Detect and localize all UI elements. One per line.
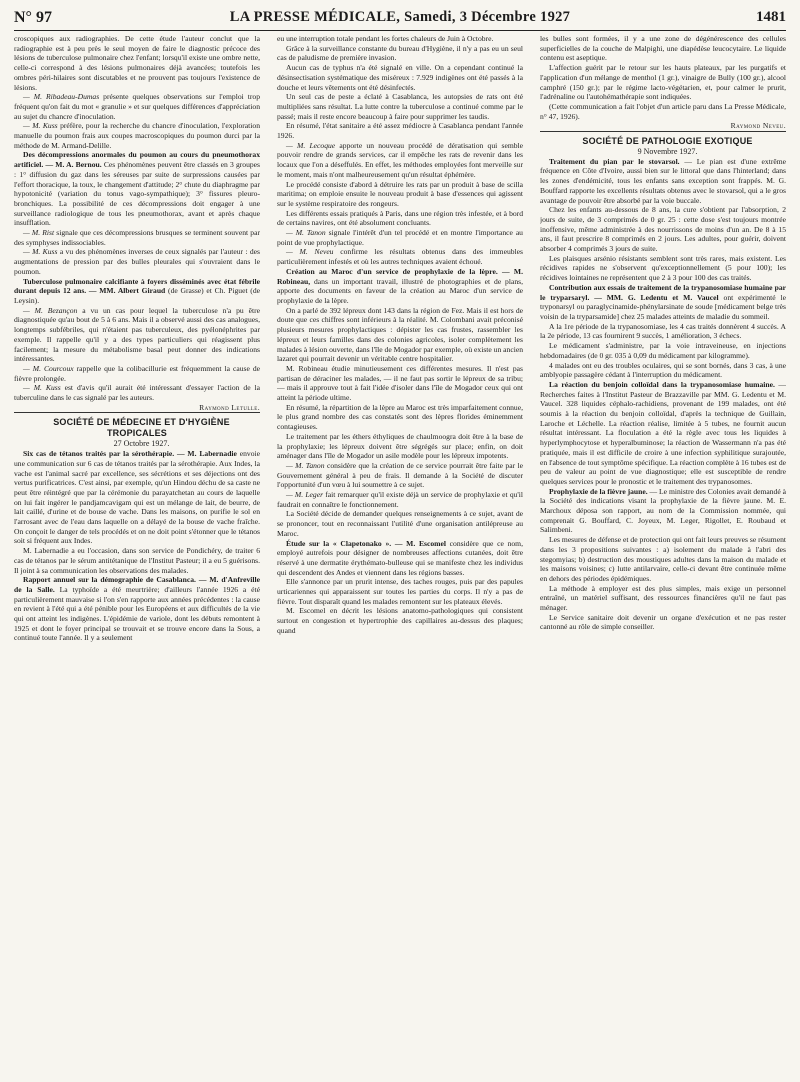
paragraph: Chez les enfants au-dessous de 8 ans, la cure s'obtient par l'absorption, 2 jours de suite, de 3 comprimés de 0 gr. 25 : cette dose s'est toujours montrée inoffensive, même administrée à des nourrissons de moins d'un an. De 8 à 15 ans, il faut prescrire 8 comprimés en 2 jours. Les adultes, pour guérir, doivent absorber 4 comprimés 3 jours de suite.	[540, 205, 786, 254]
paragraph	[277, 490, 523, 509]
paragraph: On a parlé de 392 lépreux dont 143 dans la région de Fez. Mais il est hors de doute que ces chiffres sont inférieurs à la réalité. M. Colombani avait préconisé plusieurs mesures prophylactiques : dépister les cas frustes, rassembler les lépreux et leurs familles dans des colonies agricoles, isoler complètement les malades à lésion ouverte, dans l'île de Mogador par exemple, où existe un ancien lazaret qui pourrait devenir un véritable centre hospitalier.	[277, 305, 523, 364]
speaker-name: — M. Lecoque	[286, 140, 336, 150]
article-title: Des décompressions anormales du poumon au cours du pneumothorax artificiel. — M. A. Bernou.	[14, 150, 260, 170]
paragraph-text: est d'avis qu'il aurait été intéressant d'essayer l'action de la tuberculine dans le cas signalé par les auteurs.	[14, 383, 260, 403]
paragraph-text: — Recherches faites à l'Institut Pasteur de Brazzaville par MM. G. Ledentu et M. Vaucel. 328 liquides céphalo-rachidiens, provenant de 199 malades, ont été soumis à la réaction du benjoin colloïdal, d'après la technique de Guillain, Laroche et Léchelle. La réaction réalise, limitée à 5 tubes, ne fournit aucun résultat intéressant. La floculation a été la règle avec tous les liquides à hyperlymphocytose et hyperalbuminose; la réaction de Wassermann n'a pas été pratiquée, mais il est difficile de croire à une infection syphilitique surajoutée, en l'absence de tout symptôme spécifique. La réaction complète à 16 tubes est de peu de valeur au point de vue diagnostique; elle est susceptible de rendre quelques services pour le pronostic et le traitement des trypanosomes.	[540, 379, 786, 486]
paragraph-text: confirme les résultats obtenus dans des immeubles particulièrement infestés et où les autres techniques avaient échoué.	[277, 247, 523, 267]
paragraph: Les plaisques arsénio résistants semblent sont très rares, mais existent. Les récidives rapides ne s'observent qu'exceptionnellement (5 pour 100); les récidives lointaines ne représentent que 2 à 3 pour 100 des cas traités.	[540, 253, 786, 283]
section-heading: SOCIÉTÉ DE MÉDECINE ET D'HYGIÈNE TROPICALES	[14, 412, 260, 439]
paragraph	[14, 364, 260, 383]
paragraph: En résumé, la répartition de la lèpre au Maroc est très imparfaitement connue, le plus grand nombre des cas constatés sont des lèpres florides éminemment contagieuses.	[277, 402, 523, 432]
issue-number: N° 97	[14, 9, 52, 26]
paragraph: Le médicament s'administre, par la voie intraveineuse, en injections hebdomadaires (de 0 gr. 035 à 0,09 du médicament par kilogramme).	[540, 341, 786, 360]
signature: Raymond Neveu.	[730, 121, 786, 131]
paragraph: La Société décide de demander quelques renseignements à ce sujet, avant de se prononcer, tout en reconnaissant l'utilité d'une organisation antilépreuse au Maroc.	[277, 509, 523, 538]
paragraph	[277, 247, 523, 266]
article-title: Rapport annuel sur la démographie de Casablanca. — M. d'Anfreville de la Salle.	[14, 575, 260, 594]
paragraph: A la 1re période de la trypanosomiase, les 4 cas traités donnèrent 4 succès. A la 2e période, 13 cas fournirent 9 succès, 1 amélioration, 3 échecs.	[540, 321, 786, 341]
paragraph-text: envoie une communication sur 6 cas de tétanos traités par la sérothérapie. Aux Indes, la vache est l'animal sacré par excellence, ses sécrétions et ses déjections ont des vertus purificatrices. C'est ainsi, par exemple, qu'un Hindou déchu de sa caste ne peut être réintégré que par la cérémonie du parayatchetan au cours de laquelle on lui fait ingérer le pandjamcavigam qui est un mélange de lait, de beurre, de lait caillé, d'urine et de bouse de vache. Dans les maisons, on purifie le sol en l'arrosant avec de l'eau dans laquelle on a délayé de la bouse de vache fraîche. On conçoit le danger de tels procédés et on ne doit point s'étonner que le tétanos soit si fréquent aux Indes.	[14, 449, 260, 546]
speaker-name: — M. Tanon	[286, 460, 325, 470]
article-title: La réaction du benjoin colloïdal dans la trypanosomiase humaine.	[549, 379, 775, 389]
paragraph	[277, 461, 523, 490]
paragraph: M. Robineau étudie minutieusement ces différentes mesures. Il n'est pas partisan de déraciner les malades, — il ne faut pas sortir le lépreux de sa tribu; — mais il approuve tout à fait l'idée d'isoler dans l'île de Mogador ceux qui ont atteint la période ultime.	[277, 363, 523, 403]
paragraph: croscopiques aux radiographies. De cette étude l'auteur conclut que la radiographie est à peu près le seul moyen de faire le diagnostic précoce des lésions de tuberculose pulmonaire chez l'enfant; lorsqu'il existe une ombre nette, celle-ci correspond à des lésions pulmonaires déjà avancées; toutefois les ombres péri-hilaires sont discutables et ne prouvent pas toujours l'existence de lésions.	[14, 34, 260, 92]
paragraph	[277, 228, 523, 247]
paragraph-text: présente quelques observations sur l'emploi trop fréquent qu'on fait du mot « granulie » et sur quelques différences d'appréciation au sujet du chancre d'inoculation.	[14, 92, 260, 121]
paragraph: (Cette communication a fait l'objet d'un article paru dans La Presse Médicale, n° 47, 1926).	[540, 101, 786, 121]
paragraph	[14, 383, 260, 402]
speaker-name: — M. Courcoux	[23, 363, 74, 373]
paragraph: L'affection guérit par le retour sur les hauts plateaux, par les purgatifs et l'application d'un mélange de menthol (1 gr.), vinaigre de Bully (100 gr.), alcool camphré (150 gr.); par le régime lacto-végétarien, et, pour calmer le prurit, l'adrénaline ou l'autohémathérapie sont indiquées.	[540, 63, 786, 102]
paragraph-text: Ces phénomènes peuvent être classés en 3 groupes : 1° diffusion du gaz dans les séreuses par suite de surpressions causées par l'effort thoracique, la toux, le changement d'attitude; 2° chute du diaphragme par hypotonicité (variation du tonus vago-sympathique); 3° fissures pleuro-bronchiques. La possibilité de ces décompressions doit engager à une surveillance radiologique de tous les pneumothorax, avant et après chaque insufflation.	[14, 160, 260, 228]
paragraph	[14, 575, 260, 643]
paragraph: M. Escomel en décrit les lésions anatomo-pathologiques qui consistent surtout en congestion et hypertrophie des capillaires au-dessus des plaques; quand	[277, 606, 523, 635]
speaker-name: — M. Leger	[286, 490, 324, 500]
paragraph: eu une interruption totale pendant les fortes chaleurs de Juin à Octobre.	[277, 34, 494, 43]
paragraph: les bulles sont formées, il y a une zone de dégénérescence des cellules superficielles de la couche de Malpighi, une diapédèse leucocytaire. Le liquide contenu est aseptique.	[540, 34, 786, 63]
paragraph	[14, 150, 260, 228]
paragraph: M. Labernadie a eu l'occasion, dans son service de Pondichéry, de traiter 6 cas de tétanos par le sérum antitétanique de l'Institut Pasteur; il a eu 5 guérisons. Il joint à sa communication les observations des malades.	[14, 546, 260, 575]
paragraph-text: — Le pian est d'une extrême fréquence en Côte d'Ivoire, aussi bien sur le littoral que dans l'hinterland; dans les zones d'endémicité, tous les enfants sans exception sont frappés. M. G. Bouffard rapporte les excellents résultats obtenus avec le stovarsol, qui a le gros avantage de pouvoir être absorbé par la voie buccale.	[540, 156, 786, 205]
paragraph-text: La typhoïde a été meurtrière; d'ailleurs l'année 1926 a été particulièrement mauvaise si l'on s'en rapporte aux années précédentes : la cause en revient à l'été qui a été pénible pour les Européens et aux difficultés de la vie qui ont atteint les indigènes. L'épidémie de variole, dont les débuts remontent à 1925 et dont le foyer principal se trouvait et se trouve encore dans la Sous, a continué toute l'année. Il y a seulement	[14, 584, 260, 643]
paragraph	[14, 228, 260, 247]
paragraph-text: rappelle que la colibacillurie est fréquemment la cause de fièvre prolongée.	[14, 363, 260, 383]
paragraph	[540, 487, 786, 536]
paragraph: Le procédé consiste d'abord à détruire les rats par un produit à base de scilla maritima; on emploie ensuite le nouveau produit à base d'essences qui agissent sur le système respiratoire des rongeurs.	[277, 179, 523, 208]
paragraph: En résumé, l'état sanitaire a été assez médiocre à Casablanca pendant l'année 1926.	[277, 121, 523, 141]
paragraph	[14, 306, 260, 364]
article-title: Tuberculose pulmonaire calcifiante à foyers disséminés avec état fébrile durant depuis 12 ans. — MM. Albert Giraud	[14, 276, 260, 296]
signature: Raymond Letulle.	[199, 402, 260, 412]
paragraph-text: signale l'intérêt d'un tel procédé et en montre l'importance au point de vue prophylactique.	[277, 228, 523, 247]
page-number: 1481	[756, 9, 786, 25]
paragraph: Le Service sanitaire doit devenir un organe d'exécution et ne pas rester cantonné au rôle de simple conseiller.	[540, 612, 786, 632]
paragraph-text: préfère, pour la recherche du chancre d'inoculation, l'exploration manuelle du poumon frais aux coupes macroscopiques du poumon durci par la méthode de M. Armand-Delille.	[14, 121, 260, 150]
paragraph	[540, 283, 786, 322]
journal-title: LA PRESSE MÉDICALE, Samedi, 3 Décembre 1927	[229, 9, 571, 25]
paragraph: Les mesures de défense et de protection qui ont fait leurs preuves se résument dans les 3 propositions suivantes : a) isolement du malade à l'abri des stegomyias; b) destruction des moustiques adultes dans la maison du malade et les maisons voisines; c) lutte antilarvaire, celle-ci devant être continuée même en dehors des périodes épidémiques.	[540, 535, 786, 583]
paragraph-text: apporte un nouveau procédé de dératisation qui semble pouvoir rendre de grands services, car il empêche les rats de revenir dans les locaux que l'on a déseffulés. En effet, les méthodes employées font merveille sur le moment, mais n'ont malheureusement qu'un résultat éphémère.	[277, 140, 523, 179]
article-title: Contribution aux essais de traitement de la trypanosomiase humaine par le tryparsaryl. — MM. G. Ledentu et M. Vaucel	[540, 282, 786, 302]
paragraph-text: dans un important travail, illustré de photographies et de plans, apporte des documents en faveur de la création au Maroc d'un service de prophylaxie de la lèpre.	[277, 276, 523, 305]
article-title: Prophylaxie de la fièvre jaune.	[549, 486, 648, 496]
column-middle	[277, 34, 523, 1074]
paragraph	[540, 157, 786, 206]
section-date: 27 Octobre 1927.	[113, 439, 170, 449]
paragraph	[277, 539, 523, 578]
page-header	[14, 6, 786, 31]
column-right	[540, 34, 786, 1074]
article-title: Traitement du pian par le stovarsol.	[549, 156, 680, 166]
paragraph: Grâce à la surveillance constante du bureau d'Hygiène, il n'y a pas eu un seul cas de paludisme de première invasion.	[277, 43, 523, 63]
paragraph-text: (de Grasse) et Ch. Piguet (de Leysin).	[14, 286, 260, 305]
paragraph-text: considère que la création de ce service pourrait être faite par le Gouvernement général à peu de frais. Il demande à la Société de discuter l'opportunité d'un vœu à lui soumettre à ce sujet.	[277, 460, 523, 490]
paragraph: Aucun cas de typhus n'a été signalé en ville. On a cependant continué la désinsectisation systématique des miséreux : 7.929 indigènes ont été passés à la douche et leurs vêtements ont été désinfectés.	[277, 63, 523, 92]
paragraph-text: — Le ministre des Colonies avait demandé à la Société des indications visant la prophylaxie de la fièvre jaune. M. E. Marchoux déposa son rapport, au nom de la Commission nommée, qui comprenait G. Bouffard, C. Joyeux, M. Leger, Rigollet, E. Roubaud et Salimbeni.	[540, 486, 786, 535]
paragraph-text: considère que ce nom, employé autrefois pour désigner de nombreuses affections cutanées, doit être réservé à une dermatite érythémato-bulleuse qui se manifeste chez les individus qui descendent des Andes et viennent dans les régions basses.	[277, 538, 523, 577]
article-title: Étude sur la « Clapetonako ». — M. Escomel	[286, 538, 446, 548]
speaker-name: — M. Rist	[23, 228, 55, 238]
paragraph-text: signale que ces décompressions brusques se terminent souvent par des symphyses indissociables.	[14, 228, 260, 247]
paragraph	[277, 141, 523, 180]
article-title: Six cas de tétanos traités par la sérothérapie. — M. Labernadie	[23, 449, 237, 459]
paragraph	[14, 277, 260, 306]
paragraph	[277, 267, 523, 306]
paragraph: Un seul cas de peste a éclaté à Casablanca, les autopsies de rats ont été multipliées sans résultat. La lutte contre la tuberculose a continué comme par le passé; mais il reste encore beaucoup à faire pour supprimer les taudis.	[277, 92, 523, 121]
speaker-name: — M. Tanon	[286, 228, 326, 238]
paragraph-text: ont expérimenté le tryponarsyl ou paraglycinamide-phénylarsinate de soude [médicament belge très voisin de la tryparsamide] chez 25 malades atteints de maladie du sommeil.	[540, 292, 786, 321]
paragraph: La méthode à employer est des plus simples, mais exige un personnel entraîné, un matériel suffisant, des ressources financières qu'il ne faut pas ménager.	[540, 583, 786, 613]
paragraph	[14, 92, 260, 121]
speaker-name: — M. Bezançon	[23, 305, 78, 315]
paragraph-text: fait remarquer qu'il existe déjà un service de prophylaxie et qu'il faudrait en connaître le fonctionnement.	[277, 490, 523, 509]
speaker-name: — M. Kuss	[23, 383, 61, 393]
paragraph	[14, 121, 260, 150]
article-title: Création au Maroc d'un service de prophylaxie de la lèpre. — M. Robineau,	[277, 266, 523, 286]
speaker-name: — M. Kuss	[23, 121, 58, 131]
speaker-name: — M. Kuss	[23, 247, 58, 257]
paragraph-text: a vu un cas pour lequel la tuberculose n'a pu être diagnostiquée qu'au bout de 5 à 6 ans. Mais il a observé aussi des cas analogues, longtemps subfébriles, qui n'étaient pas tuberculeux, des pyélonéphrites par exemple. Il rappelle qu'il y a des types particuliers qui réagissent plus facilement; la mesure du métabolisme basal peut donner des indications intéressantes.	[14, 305, 260, 364]
paragraph	[14, 247, 260, 276]
paragraph: Elle s'annonce par un prurit intense, des taches rouges, puis par des papules urticariennes qui apparaissent sur toutes les parties du corps. Il n'y a pas de fièvre. Tout disparaît quand les malades remontent sur les plateaux élevés.	[277, 577, 523, 606]
paragraph	[14, 449, 260, 546]
paragraph: Le traitement par les éthers éthyliques de chaulmoogra doit être à la base de la prophylaxie; les lépreux doivent être ségrégés sur place; enfin, on doit aménager dans l'île de Mogador un asile modèle pour les lépreux impotents.	[277, 431, 523, 461]
section-date: 9 Novembre 1927.	[637, 147, 698, 157]
speaker-name: — M. Ribadeau-Dumas	[23, 92, 100, 102]
section-heading: SOCIÉTÉ DE PATHOLOGIE EXOTIQUE	[540, 131, 786, 147]
speaker-name: — M. Neveu	[286, 247, 334, 257]
column-left	[14, 34, 260, 1074]
paragraph: 4 malades ont eu des troubles oculaires, qui se sont bornés, dans 3 cas, à une amblyopie passagère cédant à l'interruption du médicament.	[540, 360, 786, 380]
paragraph	[540, 380, 786, 487]
paragraph: Les différents essais pratiqués à Paris, dans une région très infestée, et à bord de certains navires, ont été absolument concluants.	[277, 208, 523, 228]
paragraph-text: a vu des phénomènes inverses de ceux signalés par l'auteur : des augmentations de pression par des bulles pleurales qui s'ouvraient dans le poumon.	[14, 247, 260, 276]
